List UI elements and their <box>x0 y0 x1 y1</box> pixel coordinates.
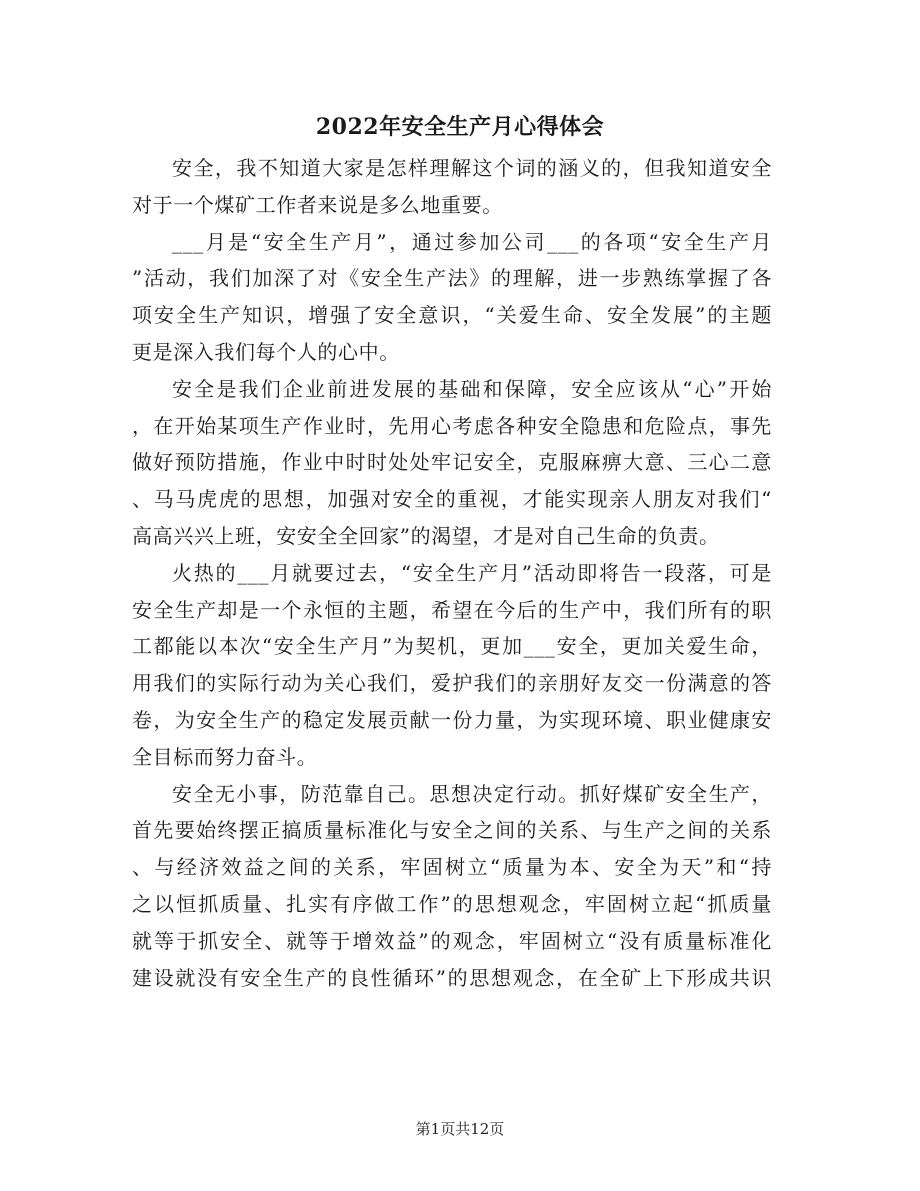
document-title: 2022年安全生产月心得体会 <box>315 114 605 140</box>
text-line: 高高兴兴上班，安安全全回家”的渴望，才是对自己生命的负责。 <box>132 523 720 548</box>
page-footer: 第1页共12页 <box>415 1120 505 1138</box>
text-line: 首先要始终摆正搞质量标准化与安全之间的关系、与生产之间的关系 <box>132 818 772 843</box>
text-line: 安全，我不知道大家是怎样理解这个词的涵义的，但我知道安全 <box>172 156 772 180</box>
text-line: 就等于抓安全、就等于增效益”的观念，牢固树立“没有质量标准化 <box>132 928 772 953</box>
text-line: 安全生产却是一个永恒的主题，希望在今后的生产中，我们所有的职 <box>132 597 772 622</box>
text-line: 对于一个煤矿工作者来说是多么地重要。 <box>132 192 503 217</box>
text-line: 建设就没有安全生产的良性循环”的思想观念，在全矿上下形成共识 <box>132 965 772 990</box>
text-line: 、马马虎虎的思想，加强对安全的重视，才能实现亲人朋友对我们“ <box>132 487 772 512</box>
text-line: 更是深入我们每个人的心中。 <box>132 339 400 364</box>
text-line: 做好预防措施，作业中时时处处牢记安全，克服麻痹大意、三心二意 <box>132 450 772 475</box>
text-line: 用我们的实际行动为关心我们，爱护我们的亲朋好友交一份满意的答 <box>132 671 772 696</box>
document-body <box>132 150 772 996</box>
text-line: 全目标而努力奋斗。 <box>132 744 318 769</box>
text-line: ”活动，我们加深了对《安全生产法》的理解，进一步熟练掌握了各 <box>132 266 772 291</box>
text-line: 项安全生产知识，增强了安全意识，“关爱生命、安全发展”的主题 <box>132 303 772 328</box>
text-line: ，在开始某项生产作业时，先用心考虑各种安全隐患和危险点，事先 <box>132 413 772 438</box>
text-line: 工都能以本次“安全生产月”为契机，更加___安全，更加关爱生命， <box>132 634 772 659</box>
text-line: 、与经济效益之间的关系，牢固树立“质量为本、安全为天”和“持 <box>132 855 772 880</box>
text-line: 火热的___月就要过去，“安全生产月”活动即将告一段落，可是 <box>172 560 772 585</box>
text-line: ___月是“安全生产月”，通过参加公司___的各项“安全生产月 <box>172 229 772 254</box>
text-line: 安全无小事，防范靠自己。思想决定行动。抓好煤矿安全生产， <box>172 781 772 806</box>
text-line: 安全是我们企业前进发展的基础和保障，安全应该从“心”开始 <box>172 376 772 401</box>
text-line: 之以恒抓质量、扎实有序做工作”的思想观念，牢固树立起“抓质量 <box>132 891 772 916</box>
text-line: 卷，为安全生产的稳定发展贡献一份力量，为实现环境、职业健康安 <box>132 707 772 732</box>
